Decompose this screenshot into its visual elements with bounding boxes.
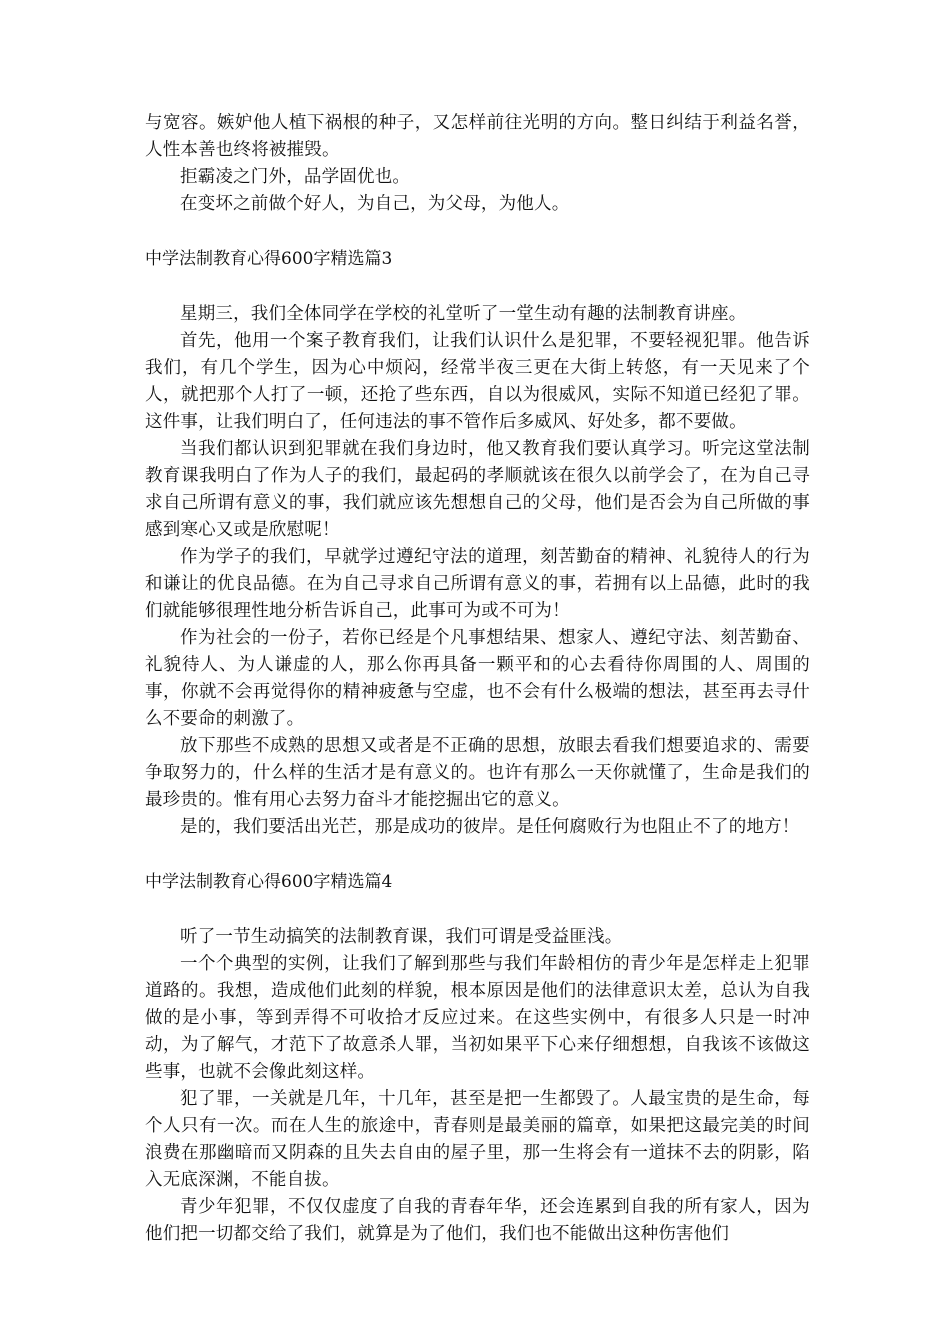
section-3-paragraph-2: 首先，他用一个案子教育我们，让我们认识什么是犯罪，不要轻视犯罪。他告诉我们，有几个学生，因为心中烦闷，经常半夜三更在大街上转悠，有一天见来了个人，就把那个人打了一顿，还抢了些东西，自以为很威风，实际不知道已经犯了罪。这件事，让我们明白了，任何违法的事不管作后多威风、好处多，都不要做。 (145, 331, 810, 432)
section-3-paragraph-5: 作为社会的一份子，若你已经是个凡事想结果、想家人、遵纪守法、刻苦勤奋、礼貌待人、为人谦虚的人，那么你再具备一颗平和的心去看待你周围的人、周围的事，你就不会再觉得你的精神疲惫与空虚，也不会有什么极端的想法，甚至再去寻什么不要命的刺激了。 (145, 628, 810, 729)
section-4-heading: 中学法制教育心得600字精选篇4 (145, 872, 393, 892)
intro-paragraph-2: 拒霸凌之门外，品学固优也。 (180, 167, 411, 187)
section-4 (145, 869, 810, 1248)
section-4-paragraph-4: 青少年犯罪，不仅仅虚度了自我的青春年华，还会连累到自我的所有家人，因为他们把一切都交给了我们，就算是为了他们，我们也不能做出这种伤害他们 (145, 1197, 810, 1244)
intro-paragraph-1: 与宽容。嫉妒他人植下祸根的种子，又怎样前往光明的方向。整日纠结于利益名誉，人性本善也终将被摧毁。 (145, 113, 810, 160)
section-4-paragraph-2: 一个个典型的实例，让我们了解到那些与我们年龄相仿的青少年是怎样走上犯罪道路的。我想，造成他们此刻的样貌，根本原因是他们的法律意识太差，总认为自我做的是小事，等到弄得不可收拾才反应过来。在这些实例中，有很多人只是一时冲动，为了解气，才范下了故意杀人罪，当初如果平下心来仔细想想，自我该不该做这些事，也就不会像此刻这样。 (145, 954, 810, 1082)
section-4-paragraph-1: 听了一节生动搞笑的法制教育课，我们可谓是受益匪浅。 (180, 927, 623, 947)
section-3-paragraph-6: 放下那些不成熟的思想又或者是不正确的思想，放眼去看我们想要追求的、需要争取努力的，什么样的生活才是有意义的。也许有那么一天你就懂了，生命是我们的最珍贵的。惟有用心去努力奋斗才能挖掘出它的意义。 (145, 736, 810, 810)
section-3-heading: 中学法制教育心得600字精选篇3 (145, 249, 393, 269)
section-3 (145, 246, 810, 841)
section-3-paragraph-1: 星期三，我们全体同学在学校的礼堂听了一堂生动有趣的法制教育讲座。 (180, 304, 747, 324)
section-3-paragraph-3: 当我们都认识到犯罪就在我们身边时，他又教育我们要认真学习。听完这堂法制教育课我明白了作为人子的我们，最起码的孝顺就该在很久以前学会了，在为自己寻求自己所谓有意义的事，我们就应该先想想自己的父母，他们是否会为自己所做的事感到寒心又或是欣慰呢！ (145, 439, 810, 540)
section-3-paragraph-4: 作为学子的我们，早就学过遵纪守法的道理，刻苦勤奋的精神、礼貌待人的行为和谦让的优良品德。在为自己寻求自己所谓有意义的事，若拥有以上品德，此时的我们就能够很理性地分析告诉自己，此事可为或不可为！ (145, 547, 810, 621)
intro-section (145, 110, 810, 218)
section-3-paragraph-7: 是的，我们要活出光芒，那是成功的彼岸。是任何腐败行为也阻止不了的地方！ (180, 817, 800, 837)
section-4-paragraph-3: 犯了罪，一关就是几年，十几年，甚至是把一生都毁了。人最宝贵的是生命，每个人只有一次。而在人生的旅途中，青春则是最美丽的篇章，如果把这最完美的时间浪费在那幽暗而又阴森的且失去自由的屋子里，那一生将会有一道抹不去的阴影，陷入无底深渊，不能自拔。 (145, 1089, 810, 1190)
intro-paragraph-3: 在变坏之前做个好人，为自己，为父母，为他人。 (180, 194, 570, 214)
